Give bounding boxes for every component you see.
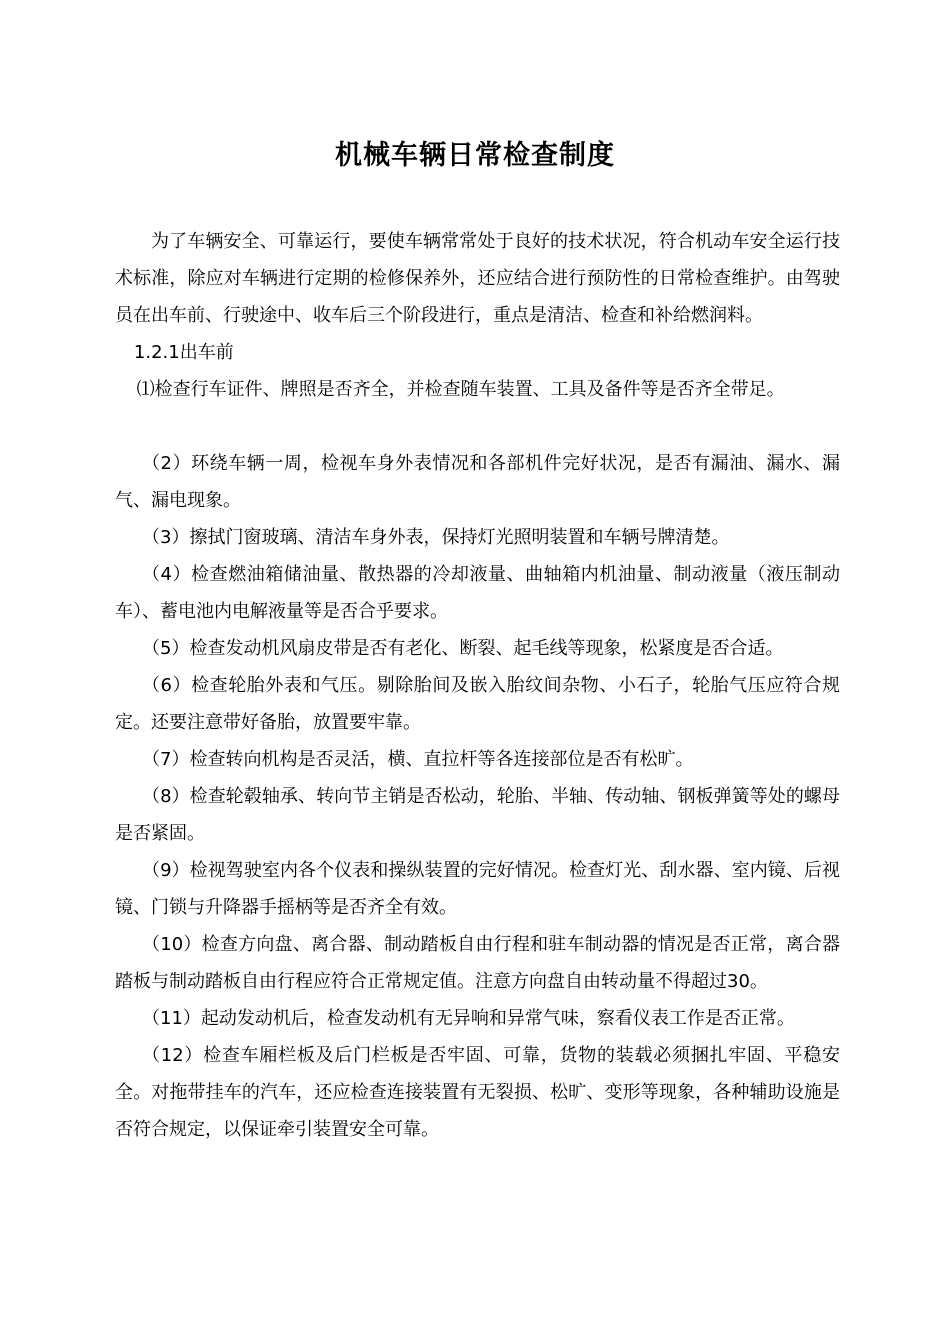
checklist-item: （2）环绕车辆一周，检视车身外表情况和各部机件完好状况，是否有漏油、漏水、漏气、漏电现象。 [115,453,840,511]
intro-paragraph: 为了车辆安全、可靠运行，要使车辆常常处于良好的技术状况，符合机动车安全运行技术标准，除应对车辆进行定期的检修保养外，还应结合进行预防性的日常检查维护。由驾驶员在出车前、行驶途中、收车后三个阶段进行，重点是清洁、检查和补给燃润料。 [115,231,840,326]
checklist-item: （4）检查燃油箱储油量、散热器的冷却液量、曲轴箱内机油量、制动液量（液压制动车）、蓄电池内电解液量等是否合乎要求。 [115,564,840,622]
checklist-item: （6）检查轮胎外表和气压。剔除胎间及嵌入胎纹间杂物、小石子，轮胎气压应符合规定。还要注意带好备胎，放置要牢靠。 [115,675,840,733]
checklist-item: ⑴检查行车证件、牌照是否齐全，并检查随车装置、工具及备件等是否齐全带足。 [136,379,785,400]
document-body [115,223,840,1148]
section-heading: 1.2.1出车前 [133,342,234,363]
checklist-item: （8）检查轮毂轴承、转向节主销是否松动，轮胎、半轴、传动轴、钢板弹簧等处的螺母是否紧固。 [115,786,840,844]
checklist-item: （10）检查方向盘、离合器、制动踏板自由行程和驻车制动器的情况是否正常，离合器踏板与制动踏板自由行程应符合正常规定值。注意方向盘自由转动量不得超过30。 [115,934,840,992]
checklist-item: （3）擦拭门窗玻璃、清洁车身外表，保持灯光照明装置和车辆号牌清楚。 [142,527,730,548]
checklist-item: （11）起动发动机后，检查发动机有无异响和异常气味，察看仪表工作是否正常。 [142,1008,795,1029]
checklist-item: （12）检查车厢栏板及后门栏板是否牢固、可靠，货物的装载必须捆扎牢固、平稳安全。对拖带挂车的汽车，还应检查连接装置有无裂损、松旷、变形等现象，各种辅助设施是否符合规定，以保证牵引装置安全可靠。 [115,1045,840,1140]
checklist-item: （9）检视驾驶室内各个仪表和操纵装置的完好情况。检查灯光、刮水器、室内镜、后视镜、门锁与升降器手摇柄等是否齐全有效。 [115,860,840,918]
checklist-item: （5）检查发动机风扇皮带是否有老化、断裂、起毛线等现象，松紧度是否合适。 [142,638,784,659]
checklist-item: （7）检查转向机构是否灵活，横、直拉杆等各连接部位是否有松旷。 [142,749,694,770]
document-title: 机械车辆日常检查制度 [335,140,615,171]
